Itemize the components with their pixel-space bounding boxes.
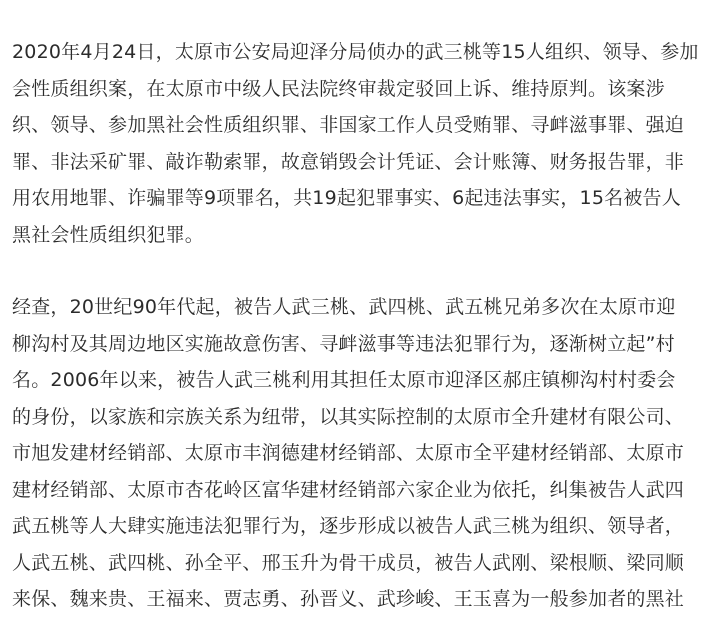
text-line: 用农用地罪、诈骗罪等9项罪名，共19起犯罪事实、6起违法事实，15名被告人	[12, 187, 681, 209]
text-line: 人武五桃、武四桃、孙全平、邢玉升为骨干成员，被告人武刚、梁根顺、梁同顺	[12, 551, 685, 574]
text-line: 名。2006年以来，被告人武三桃利用其担任太原市迎泽区郝庄镇柳沟村村委会	[12, 369, 676, 391]
text-line: 市旭发建材经销部、太原市丰润德建材经销部、太原市全平建材经销部、太原市	[12, 442, 685, 464]
text-line: 织、领导、参加黑社会性质组织罪、非国家工作人员受贿罪、寻衅滋事罪、强迫	[12, 114, 685, 136]
text-line: 罪、非法采矿罪、敲诈勒索罪，故意销毁会计凭证、会计账簿、财务报告罪，非	[12, 150, 685, 173]
text-line: 柳沟村及其周边地区实施故意伤害、寻衅滋事等违法犯罪行为，逐渐树立起”村	[12, 332, 675, 355]
text-line: 2020年4月24日，太原市公安局迎泽分局侦办的武三桃等15人组织、领导、参加	[12, 41, 699, 63]
text-line: 的身份，以家族和宗族关系为纽带，以其实际控制的太原市全升建材有限公司、	[12, 405, 685, 428]
paragraph-spacer	[12, 253, 709, 289]
text-line: 黑社会性质组织犯罪。	[12, 223, 205, 246]
paragraph-case-summary	[12, 34, 709, 253]
text-line: 武五桃等人大肆实施违法犯罪行为，逐步形成以被告人武三桃为组织、领导者，	[12, 515, 685, 537]
article-body	[12, 34, 709, 618]
text-line: 经查，20世纪90年代起，被告人武三桃、武四桃、武五桃兄弟多次在太原市迎	[12, 296, 676, 318]
paragraph-investigation	[12, 289, 709, 618]
text-line: 建材经销部、太原市杏花岭区富华建材经销部六家企业为依托，纠集被告人武四	[12, 478, 685, 501]
text-line: 会性质组织案，在太原市中级人民法院终审裁定驳回上诉、维持原判。该案涉	[12, 77, 665, 100]
text-line: 来保、魏来贵、王福来、贾志勇、孙晋义、武珍峻、王玉喜为一般参加者的黑社	[12, 588, 685, 610]
